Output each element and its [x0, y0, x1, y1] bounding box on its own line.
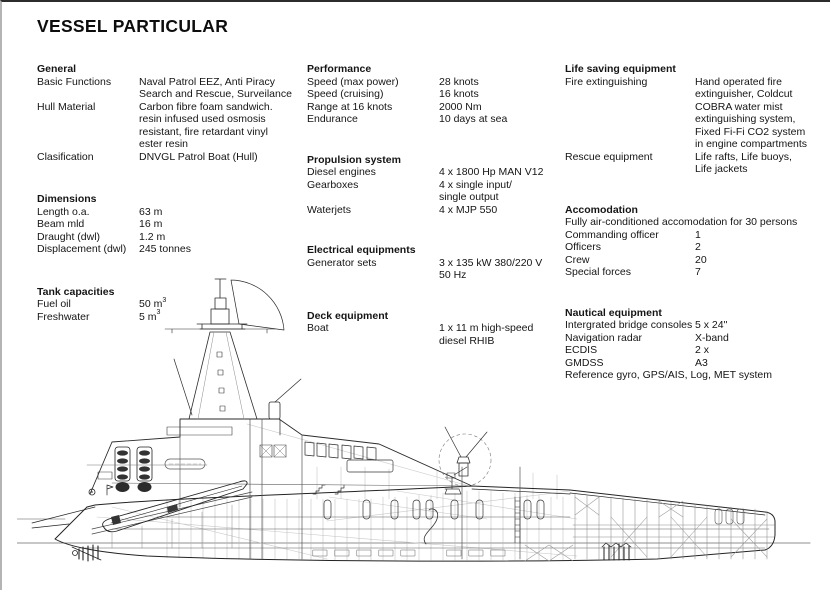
spec-value: Carbon fibre foam sandwich.	[139, 100, 273, 113]
section-performance	[307, 63, 563, 126]
spec-row	[37, 113, 305, 126]
spec-label	[565, 138, 695, 151]
spec-row	[37, 218, 305, 231]
section-heading: Life saving equipment	[565, 63, 676, 75]
spec-value: 63 m	[139, 205, 163, 218]
spec-value: diesel RHIB	[439, 334, 495, 347]
mast	[165, 279, 301, 435]
spec-row	[307, 76, 563, 89]
bow-gear	[72, 485, 113, 561]
spec-row	[307, 113, 563, 126]
spec-value: Fixed Fi-Fi CO2 system	[695, 125, 806, 138]
portholes	[324, 500, 744, 524]
spec-value: 28 knots	[439, 75, 479, 88]
section-heading: Accomodation	[565, 203, 638, 216]
spec-value: extinguishing system,	[695, 113, 796, 125]
spec-label	[37, 126, 139, 139]
spec-row	[565, 101, 829, 114]
spec-label: Range at 16 knots	[307, 100, 393, 113]
spec-value: 1.2 m	[139, 230, 166, 243]
section-propulsion	[307, 154, 563, 217]
nautical-footer: Reference gyro, GPS/AIS, Log, MET system	[565, 369, 772, 381]
spec-value: 50 $m^3$	[139, 296, 167, 310]
spec-label: Gearboxes	[307, 178, 359, 191]
spec-row	[37, 231, 305, 244]
spec-value: 4 x 1800 Hp MAN V12	[439, 166, 544, 178]
spec-label	[565, 163, 695, 176]
spec-label: Speed (max power)	[307, 75, 399, 88]
accomodation-note: Fully air-conditioned accomodation for 30 persons	[565, 216, 798, 228]
spec-row	[565, 151, 829, 164]
section-heading: Deck equipment	[307, 309, 389, 322]
spec-value: 2000 Nm	[439, 100, 482, 113]
spec-row	[307, 191, 563, 204]
spec-value: Naval Patrol EEZ, Anti Piracy	[139, 75, 275, 88]
spec-value: extinguisher, Coldcut	[695, 88, 793, 100]
spec-value: DNVGL Patrol Boat (Hull)	[139, 150, 258, 163]
spec-row	[565, 88, 829, 101]
spec-value: 16 m	[139, 218, 163, 230]
hull-frames	[167, 491, 563, 560]
spec-label: Hull Material	[37, 100, 96, 113]
spec-value: 16 knots	[439, 88, 479, 100]
spec-label: Navigation radar	[565, 331, 643, 344]
whip-antenna-icon	[174, 359, 192, 415]
spec-label: Rescue equipment	[565, 150, 653, 163]
spec-label: Length o.a.	[37, 205, 90, 218]
spec-label	[565, 126, 695, 139]
section-heading: Tank capacities	[37, 285, 115, 298]
stern-lattice	[525, 494, 774, 561]
spec-value: 10 days at sea	[439, 113, 508, 125]
spec-value: A3	[695, 356, 708, 369]
spec-row	[37, 151, 305, 164]
section-general	[37, 63, 305, 163]
spec-value: 245 tonnes	[139, 243, 191, 255]
spec-value: resin infused used osmosis	[139, 113, 266, 125]
spec-row	[565, 76, 829, 89]
spec-row	[307, 101, 563, 114]
spec-value: 7	[695, 266, 701, 278]
spec-row	[565, 229, 829, 242]
spec-label: Speed (cruising)	[307, 88, 384, 100]
spec-label	[307, 191, 439, 204]
spec-value: 20	[695, 253, 707, 266]
spec-value: 2 x	[695, 344, 710, 356]
engine-room-machinery	[602, 543, 631, 560]
spec-label: Generator sets	[307, 256, 377, 269]
spec-label: Crew	[565, 253, 590, 266]
spec-row	[37, 76, 305, 89]
spec-label: Fuel oil	[37, 298, 71, 310]
spec-label: Officers	[565, 241, 601, 253]
spec-value: 1 x 11 m high-speed	[439, 322, 534, 334]
spec-value: 50 Hz	[439, 269, 467, 281]
spec-row	[37, 101, 305, 114]
spec-label: Special forces	[565, 266, 631, 278]
spec-label: Fire extinguishing	[565, 75, 648, 88]
rhib-boat	[92, 481, 252, 548]
spec-value: 3 x 135 kW 380/220 V	[439, 256, 543, 269]
spec-row	[565, 126, 829, 139]
spec-row	[37, 243, 305, 256]
construction-lines	[97, 424, 577, 559]
spec-row	[37, 206, 305, 219]
spec-value: ester resin	[139, 138, 189, 150]
spec-label	[37, 138, 139, 151]
spec-label: Displacement (dwl)	[37, 243, 127, 255]
spec-value: 4 x single input/	[439, 178, 512, 191]
aft-mast	[269, 402, 280, 419]
spec-value: in engine compartments	[695, 138, 808, 150]
spec-label	[565, 113, 695, 126]
spec-label	[37, 113, 139, 126]
launcher-tubes	[87, 447, 207, 492]
spec-row	[37, 88, 305, 101]
spec-value: Hand operated fire	[695, 75, 782, 88]
spec-label: GMDSS	[565, 356, 604, 369]
section-dimensions	[37, 193, 305, 256]
spec-row	[307, 179, 563, 192]
spec-value: 2	[695, 241, 701, 253]
spec-label: Clasification	[37, 150, 94, 163]
spec-label: Basic Functions	[37, 75, 112, 88]
spec-label	[37, 88, 139, 101]
spec-value: COBRA water mist	[695, 100, 783, 113]
spec-value: 1	[695, 228, 701, 241]
spec-label: Beam mld	[37, 218, 85, 230]
superscript: 3	[162, 296, 167, 304]
spec-row	[37, 138, 305, 151]
section-life-saving	[565, 63, 829, 176]
spec-row	[565, 113, 829, 126]
spec-value: Life jackets	[695, 163, 748, 175]
spec-label: Diesel engines	[307, 166, 376, 178]
bottom-hatches	[313, 550, 505, 556]
superscript: 3	[156, 309, 161, 316]
vessel-side-profile-drawing	[17, 267, 822, 587]
spec-label: Freshwater	[37, 310, 90, 323]
spec-row	[307, 88, 563, 101]
spec-row	[565, 163, 829, 176]
spec-label: Boat	[307, 322, 329, 334]
spec-label	[565, 88, 695, 101]
section-heading: Electrical equipments	[307, 244, 416, 256]
spec-value: 4 x MJP 550	[439, 203, 498, 216]
spec-label: Intergrated bridge consoles	[565, 319, 693, 331]
spec-label: Draught (dwl)	[37, 230, 101, 243]
spec-value: resistant, fire retardant vinyl	[139, 125, 268, 138]
page-title: VESSEL PARTICULAR	[37, 16, 229, 36]
spec-row	[37, 126, 305, 139]
spec-label	[565, 101, 695, 114]
spec-value: 5 x 24"	[695, 319, 728, 331]
spec-row	[307, 166, 563, 179]
spec-label: ECDIS	[565, 344, 598, 356]
section-heading: Nautical equipment	[565, 306, 662, 319]
spec-row	[307, 204, 563, 217]
section-heading: Performance	[307, 63, 372, 75]
spec-label: Commanding officer	[565, 228, 659, 241]
spec-row	[565, 241, 829, 254]
spec-label: Endurance	[307, 113, 358, 125]
section-heading: Dimensions	[37, 193, 97, 205]
spec-value: 5 $m^3$	[139, 309, 161, 323]
ladder-icon	[515, 497, 520, 543]
spec-label: Waterjets	[307, 203, 351, 216]
spec-row	[565, 138, 829, 151]
spec-value: Search and Rescue, Surveilance	[139, 88, 292, 100]
spec-value: Life rafts, Life buoys,	[695, 150, 792, 163]
spec-value: single output	[439, 191, 499, 203]
spec-value: X-band	[695, 331, 729, 344]
section-heading: General	[37, 63, 77, 75]
spec-row	[565, 254, 829, 267]
section-heading: Propulsion system	[307, 153, 401, 166]
